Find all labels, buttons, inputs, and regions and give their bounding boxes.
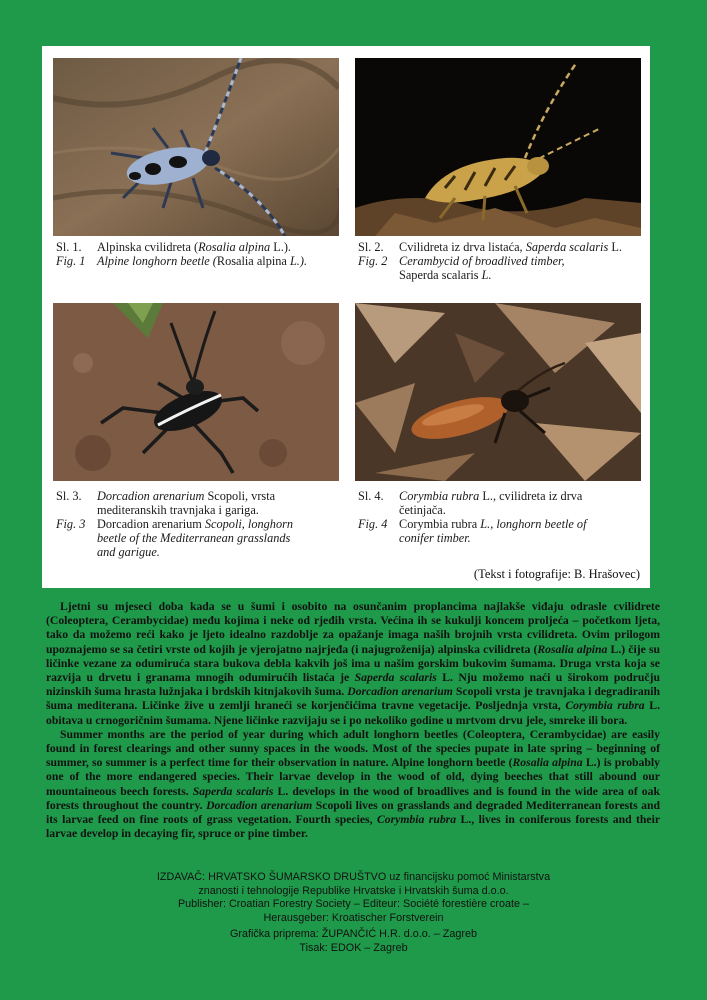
species-name: Dorcadion arenarium: [347, 685, 453, 699]
caption-en-species: Saperda scalaris: [399, 268, 479, 282]
caption-fig-1: [56, 240, 346, 268]
publisher-line: Publisher: Croatian Forestry Society – Editeur: Société forestière croate –: [177, 898, 530, 910]
caption-en-text: Cerambycid of broadlived timber,: [399, 254, 565, 268]
caption-fig-label: Fig. 1: [56, 254, 86, 268]
photo-credit: (Tekst i fotografije: B. Hrašovec): [473, 567, 640, 581]
caption-en-species: Dorcadion arenarium: [97, 517, 202, 531]
caption-hr-text: Cvilidreta iz drva listaća,: [399, 240, 526, 254]
caption-sl-label: Sl. 4.: [358, 489, 384, 503]
caption-fig-label: Fig. 3: [56, 517, 86, 531]
caption-en-text: and garigue.: [97, 545, 160, 559]
caption-en-species: Corymbia rubra: [399, 517, 478, 531]
paragraph-text: L. obitava u crnogoričnim šumama. Njene ličinke razvijaju se i po nekoliko godine u mrtvom drvu jele, smreke ili bora.: [46, 699, 660, 727]
graficka-priprema-line: Grafička priprema: ŽUPANČIĆ H.R. d.o.o. – Zagreb: [229, 928, 477, 940]
caption-sl-label: Sl. 1.: [56, 240, 82, 254]
photo-rosalia-alpina: [53, 58, 339, 236]
paragraph-text: Ljetni su mjeseci doba kada se u šumi i osobito na osunčanim proplancima najlakše viđaju odrasle cvilidrete (Coleoptera, Cerambycidae) među kojima i neke od rjeđih vrsta. Većina ih se kukulji koncem proljeća – početkom ljeta, tako da možemo reći kako je ljeto idealno razdoblje za opažanje imaga naših brojnih vrsta cvilidreta. Ovim prilogom upoznajemo se sa četiri vrste od kojih je vjerojatno najrjeđa (i najugroženija) alpinska cvilidreta (: [46, 600, 660, 656]
caption-sl-label: Sl. 2.: [358, 240, 384, 254]
caption-hr-text: Scopoli, vrsta: [204, 489, 276, 503]
caption-en-text: conifer timber.: [399, 531, 471, 545]
caption-en-text: Scopoli, longhorn: [201, 517, 294, 531]
izdavac-line-2: znanosti i tehnologije Republike Hrvatske i Hrvatskih šuma d.o.o.: [198, 884, 509, 897]
paragraph-text: Scopoli lives on grasslands and degraded Mediterranean forests and its larvae feed on fine roots of grass vegetation. Fourth species,: [46, 798, 660, 827]
paragraph-text: L. Nju možemo naći u širokom području nizinskih šuma hrasta lužnjaka i brdskih kitnjakovih šuma.: [46, 671, 660, 699]
caption-hr-species: Rosalia alpina: [198, 240, 271, 254]
paragraph-text: L.) is probably one of the more endangered species. Their larvae develop in the wood of old, dying beeches that still abound our mountaineous beech forests.: [46, 756, 660, 798]
caption-hr-species: Corymbia rubra: [399, 489, 480, 503]
paragraph-text: Summer months are the period of year during which adult longhorn beetles (Coleoptera, Cerambycidae) are easily found in forest clearings and other sunny spaces in the woods. Most of the species pupate in late spring – beginning of summer, so summer is a perfect time for their observation in nature. Alpine longhorn beetle (: [46, 727, 660, 770]
caption-fig-label: Fig. 4: [358, 517, 388, 531]
caption-hr-text: L.).: [270, 240, 291, 254]
caption-hr-species: Saperda scalaris: [525, 240, 609, 254]
caption-en-text: Alpine longhorn beetle (: [97, 254, 217, 268]
izdavac-line-1: IZDAVAČ: HRVATSKO ŠUMARSKO DRUŠTVO uz financijsku pomoć Ministarstva: [156, 871, 551, 883]
caption-fig-label: Fig. 2: [358, 254, 388, 268]
article-body: [46, 600, 660, 841]
tisak-line: Tisak: EDOK – Zagreb: [299, 941, 408, 954]
paragraph-text: L. develops in the wood of broadlives and is found in the wide area of oak forests throughout the country.: [46, 784, 660, 812]
species-name: Corymbia rubra: [376, 813, 457, 827]
species-name: Rosalia alpina: [537, 642, 608, 656]
caption-hr-species: Dorcadion arenarium: [97, 489, 205, 503]
caption-fig-3: [56, 489, 346, 559]
caption-en-text: L., longhorn beetle of: [477, 517, 587, 531]
caption-hr-text: Alpinska cvilidreta (: [97, 240, 199, 254]
photo-saperda-scalaris: [355, 58, 641, 236]
caption-fig-2: [358, 240, 648, 282]
publisher-block: [0, 871, 707, 925]
croatian-paragraph: [46, 600, 660, 728]
paragraph-text: Scopoli vrsta je travnjaka i degradiranih šuma mediterana. Ličinke žive u zemlji hraneći se korjenčićima travne vegetacije. Posljednja vrsta,: [46, 685, 660, 713]
photo-corymbia-rubra: [355, 303, 641, 481]
caption-hr-text: L.: [608, 240, 622, 254]
caption-hr-text: mediteranskih travnjaka i gariga.: [97, 503, 259, 517]
species-name: Corymbia rubra: [565, 699, 645, 713]
species-name: Saperda scalaris: [192, 784, 274, 798]
paragraph-text: L.) čije su ličinke vezane za odumiruća stara bukova debla kakvih još ima u našim gorskim bukovim šumama. Druga vrsta koja se razvija u drvetu i granama mnogih odumirućih listaća je: [46, 642, 660, 685]
caption-fig-4: [358, 489, 648, 545]
caption-en-text: L.).: [286, 254, 308, 268]
paragraph-text: L., lives in coniferous forests and their larvae develop in decaying fir, spruce or pine timber.: [46, 813, 661, 841]
species-name: Rosalia alpina: [512, 756, 583, 770]
photo-panel: [42, 46, 650, 588]
species-name: Saperda scalaris: [354, 671, 437, 685]
caption-en-species: Rosalia alpina: [216, 254, 287, 268]
caption-hr-text: L., cvilidreta iz drva: [479, 489, 583, 503]
caption-sl-label: Sl. 3.: [56, 489, 82, 503]
herausgeber-line: Herausgeber: Kroatischer Forstverein: [263, 911, 444, 924]
species-name: Dorcadion arenarium: [206, 798, 313, 812]
caption-en-text: L.: [478, 268, 492, 282]
photo-dorcadion-arenarium: [53, 303, 339, 481]
caption-hr-text: četinjača.: [399, 503, 446, 517]
print-credits: [0, 926, 707, 955]
english-paragraph: [46, 728, 660, 842]
caption-en-text: beetle of the Mediterranean grasslands: [97, 531, 291, 545]
